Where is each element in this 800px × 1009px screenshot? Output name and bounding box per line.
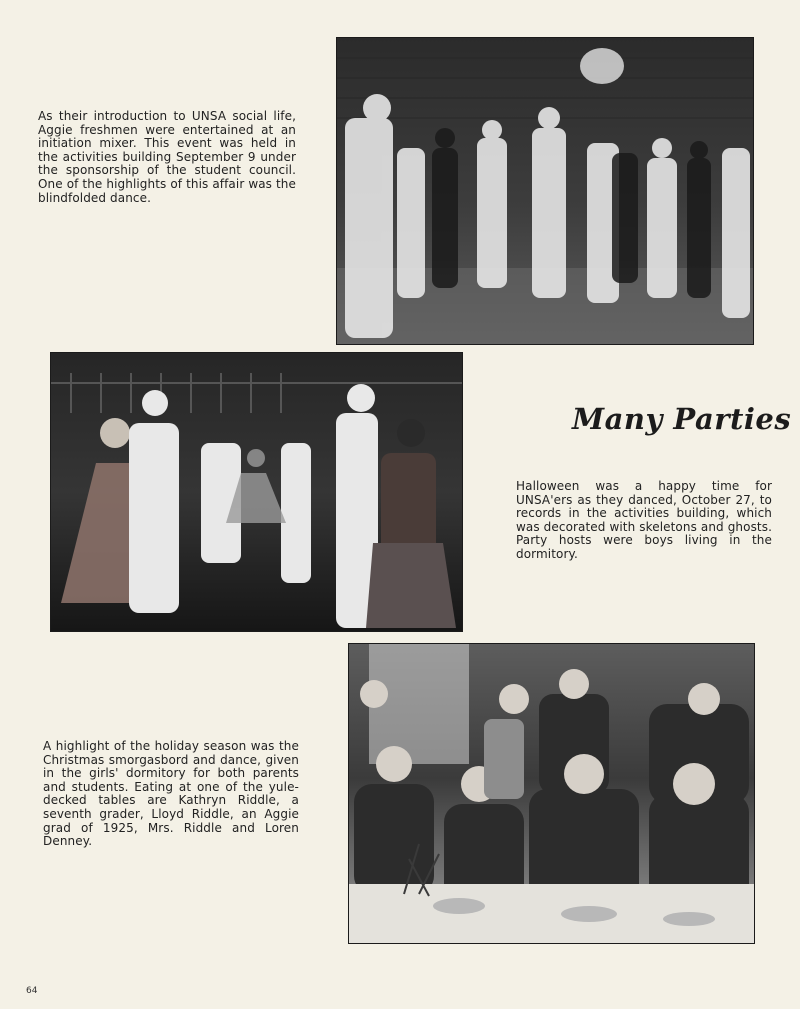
page-heading: Many Parties <box>572 402 792 436</box>
christmas-caption: A highlight of the holiday season was the Christmas smorgasbord and dance, given in the girls' dormitory for both parents and students. Eating at one of the yule-decked tables are Kathryn Riddle, a seventh grader, Lloyd Riddle, an Aggie grad of 1925, Mrs. Riddle and Loren Denney. <box>43 739 299 849</box>
christmas-dinner-photo <box>348 643 755 944</box>
halloween-dance-photo <box>50 352 463 632</box>
mixer-dance-photo <box>336 37 754 345</box>
mixer-caption: As their introduction to UNSA social life, Aggie freshmen were entertained at an initiation mixer. This event was held in the activities building September 9 under the sponsorship of the student council. One of the highlights of this affair was the blindfolded dance. <box>38 109 296 205</box>
halloween-caption: Halloween was a happy time for UNSA'ers as they danced, October 27, to records in the activities building, which was decorated with skeletons and ghosts. Party hosts were boys living in the dormitory. <box>516 479 772 561</box>
page-number: 64 <box>26 986 38 996</box>
